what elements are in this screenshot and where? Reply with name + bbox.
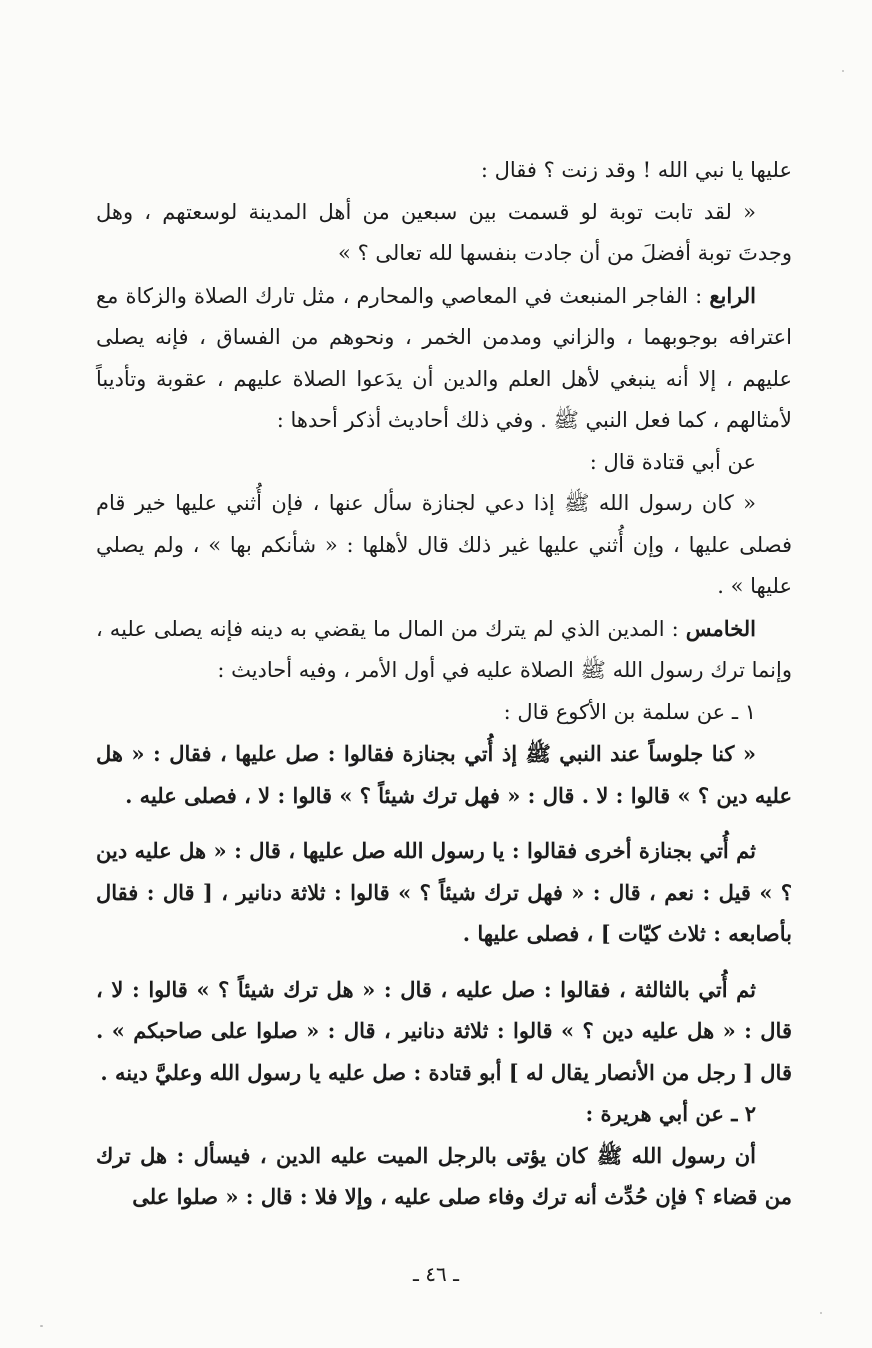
paragraph: « لقد تابت توبة لو قسمت بين سبعين من أهل المدينة لوسعتهم ، وهل وجدتَ توبة أفضلَ من أن جادت بنفسها لله تعالى ؟ » bbox=[96, 199, 792, 265]
paragraph: ثم أُتي بالثالثة ، فقالوا : صل عليه ، قال : « هل ترك شيئاً ؟ » قالوا : لا ، قال : « هل عليه دين ؟ » قالوا : ثلاثة دنانير ، قال : « صلوا على صاحبكم » . قال [ رجل من الأنصار يقال له ] أبو قتادة : صل عليه يا رسول الله وعليَّ دينه . bbox=[96, 976, 792, 1085]
paragraph: أن رسول الله ﷺ كان يؤتى بالرجل الميت عليه الدين ، فيسأل : هل ترك من قضاء ؟ فإن حُدِّث أنه ترك وفاء صلى عليه ، وإلا فلا : قال : « صلوا على bbox=[96, 1142, 792, 1209]
scan-speck bbox=[40, 1325, 43, 1327]
paragraph: « كان رسول الله ﷺ إذا دعي لجنازة سأل عنها ، فإن أُثني عليها خير قام فصلى عليها ، وإن أُثني عليها غير ذلك قال لأهلها : « شأنكم بها » ، ولم يصلي عليها » . bbox=[96, 491, 792, 598]
body-text bbox=[96, 150, 792, 1218]
section-label: الخامس bbox=[685, 615, 756, 641]
page-number: ـ ٤٦ ـ bbox=[413, 1262, 459, 1286]
paragraph: « كنا جلوساً عند النبي ﷺ إذ أُتي بجنازة فقالوا : صل عليها ، فقال : « هل عليه دين ؟ » قالوا : لا . قال : « فهل ترك شيئاً ؟ » قالوا : لا ، فصلى عليه . bbox=[96, 741, 792, 808]
paragraph: ١ ـ عن سلمة بن الأكوع قال : bbox=[503, 699, 756, 724]
paragraph: ثم أُتي بجنازة أخرى فقالوا : يا رسول الله صل عليها ، قال : « هل عليه دين ؟ » قيل : نعم ، قال : « فهل ترك شيئاً ؟ » قالوا : ثلاثة دنانير ، [ قال : فقال بأصابعه : ثلاث كيّات ] ، فصلى عليها . bbox=[96, 838, 792, 946]
paragraph: ٢ ـ عن أبي هريرة : bbox=[585, 1101, 756, 1126]
paragraph-text: : الفاجر المنبعث في المعاصي والمحارم ، مثل تارك الصلاة والزكاة مع اعترافه بوجوبهما ، والزاني ومدمن الخمر ، ونحوهم من الفساق ، فإنه يصلى عليهم ، إلا أنه ينبغي لأهل العلم والدين أن يدَعوا الصلاة عليهم ، عقوبة وتأديباً لأمثالهم ، كما فعل النبي ﷺ . وفي ذلك أحاديث أذكر أحدها : bbox=[96, 283, 792, 432]
scan-speck bbox=[842, 70, 844, 72]
paragraph bbox=[96, 608, 792, 692]
paragraph-text: : المدين الذي لم يترك من المال ما يقضي به دينه فإنه يصلى عليه ، وإنما ترك رسول الله ﷺ الصلاة عليه في أول الأمر ، وفيه أحاديث : bbox=[96, 616, 792, 682]
paragraph bbox=[96, 275, 792, 442]
scan-speck bbox=[820, 1312, 822, 1314]
paragraph: عليها يا نبي الله ! وقد زنت ؟ فقال : bbox=[480, 158, 792, 182]
section-label: الرابع bbox=[709, 282, 756, 308]
paragraph: عن أبي قتادة قال : bbox=[589, 449, 756, 474]
